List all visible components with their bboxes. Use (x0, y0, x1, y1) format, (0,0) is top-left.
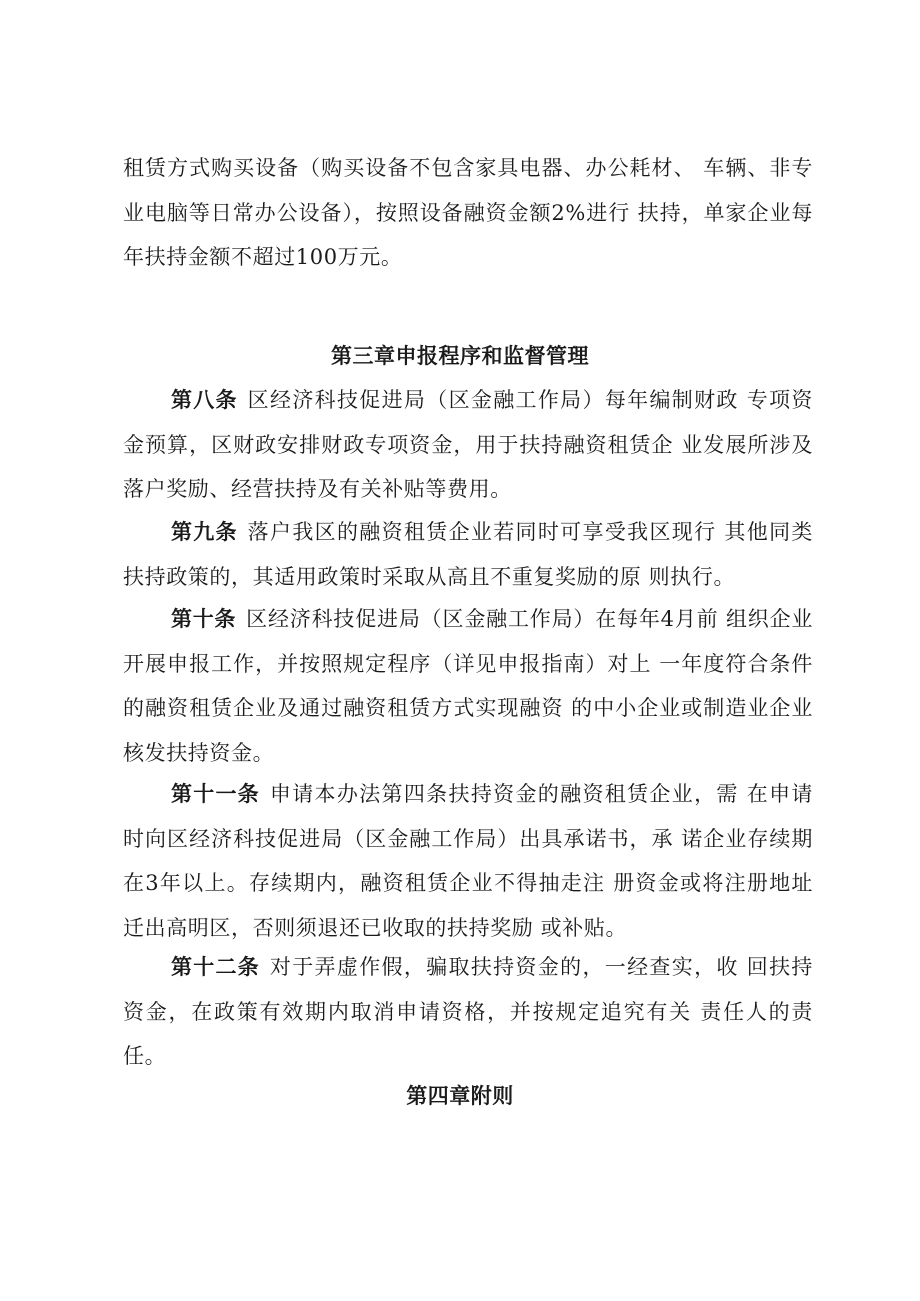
article-8-text: 区经济科技促进局（区金融工作局）每年编制财政 专项资金预算，区财政安排财政专项资金，用于扶持融资租赁企 业发展所涉及落户奖励、经营扶持及有关补贴等费用。 (123, 388, 813, 501)
chapter-4-title: 第四章附则 (406, 1084, 514, 1108)
chapter-3-title: 第三章申报程序和监督管理 (331, 344, 589, 368)
article-9 (123, 510, 813, 599)
article-9-text: 落户我区的融资租赁企业若同时可享受我区现行 其他同类扶持政策的，其适用政策时采取从高且不重复奖励的原 则执行。 (123, 520, 813, 589)
article-12-label: 第十二条 (171, 955, 260, 979)
article-11 (123, 772, 813, 950)
article-10 (123, 597, 813, 775)
article-10-label: 第十条 (171, 607, 237, 631)
article-12-text: 对于弄虚作假，骗取扶持资金的，一经查实，收 回扶持资金，在政策有效期内取消申请资格，并按规定追究有关 责任人的责任。 (123, 955, 813, 1068)
article-8 (123, 378, 813, 512)
article-12 (123, 945, 813, 1079)
article-9-label: 第九条 (171, 520, 238, 544)
article-8-label: 第八条 (171, 388, 238, 412)
intro-paragraph: 租赁方式购买设备（购买设备不包含家具电器、办公耗材、 车辆、非专业电脑等日常办公设备），按照设备融资金额2%进行 扶持，单家企业每年扶持金额不超过100万元。 (123, 156, 813, 269)
article-10-text: 区经济科技促进局（区金融工作局）在每年4月前 组织企业开展申报工作，并按照规定程序（详见申报指南）对上 一年度符合条件的融资租赁企业及通过融资租赁方式实现融资 的中小企业或制造业企业核发扶持资金。 (123, 607, 814, 765)
article-11-text: 申请本办法第四条扶持资金的融资租赁企业，需 在申请时向区经济科技促进局（区金融工作局）出具承诺书，承 诺企业存续期在3年以上。存续期内，融资租赁企业不得抽走注 册资金或将注册地址迁出高明区，否则须退还已收取的扶持奖励 或补贴。 (123, 782, 813, 940)
article-11-label: 第十一条 (171, 782, 260, 806)
